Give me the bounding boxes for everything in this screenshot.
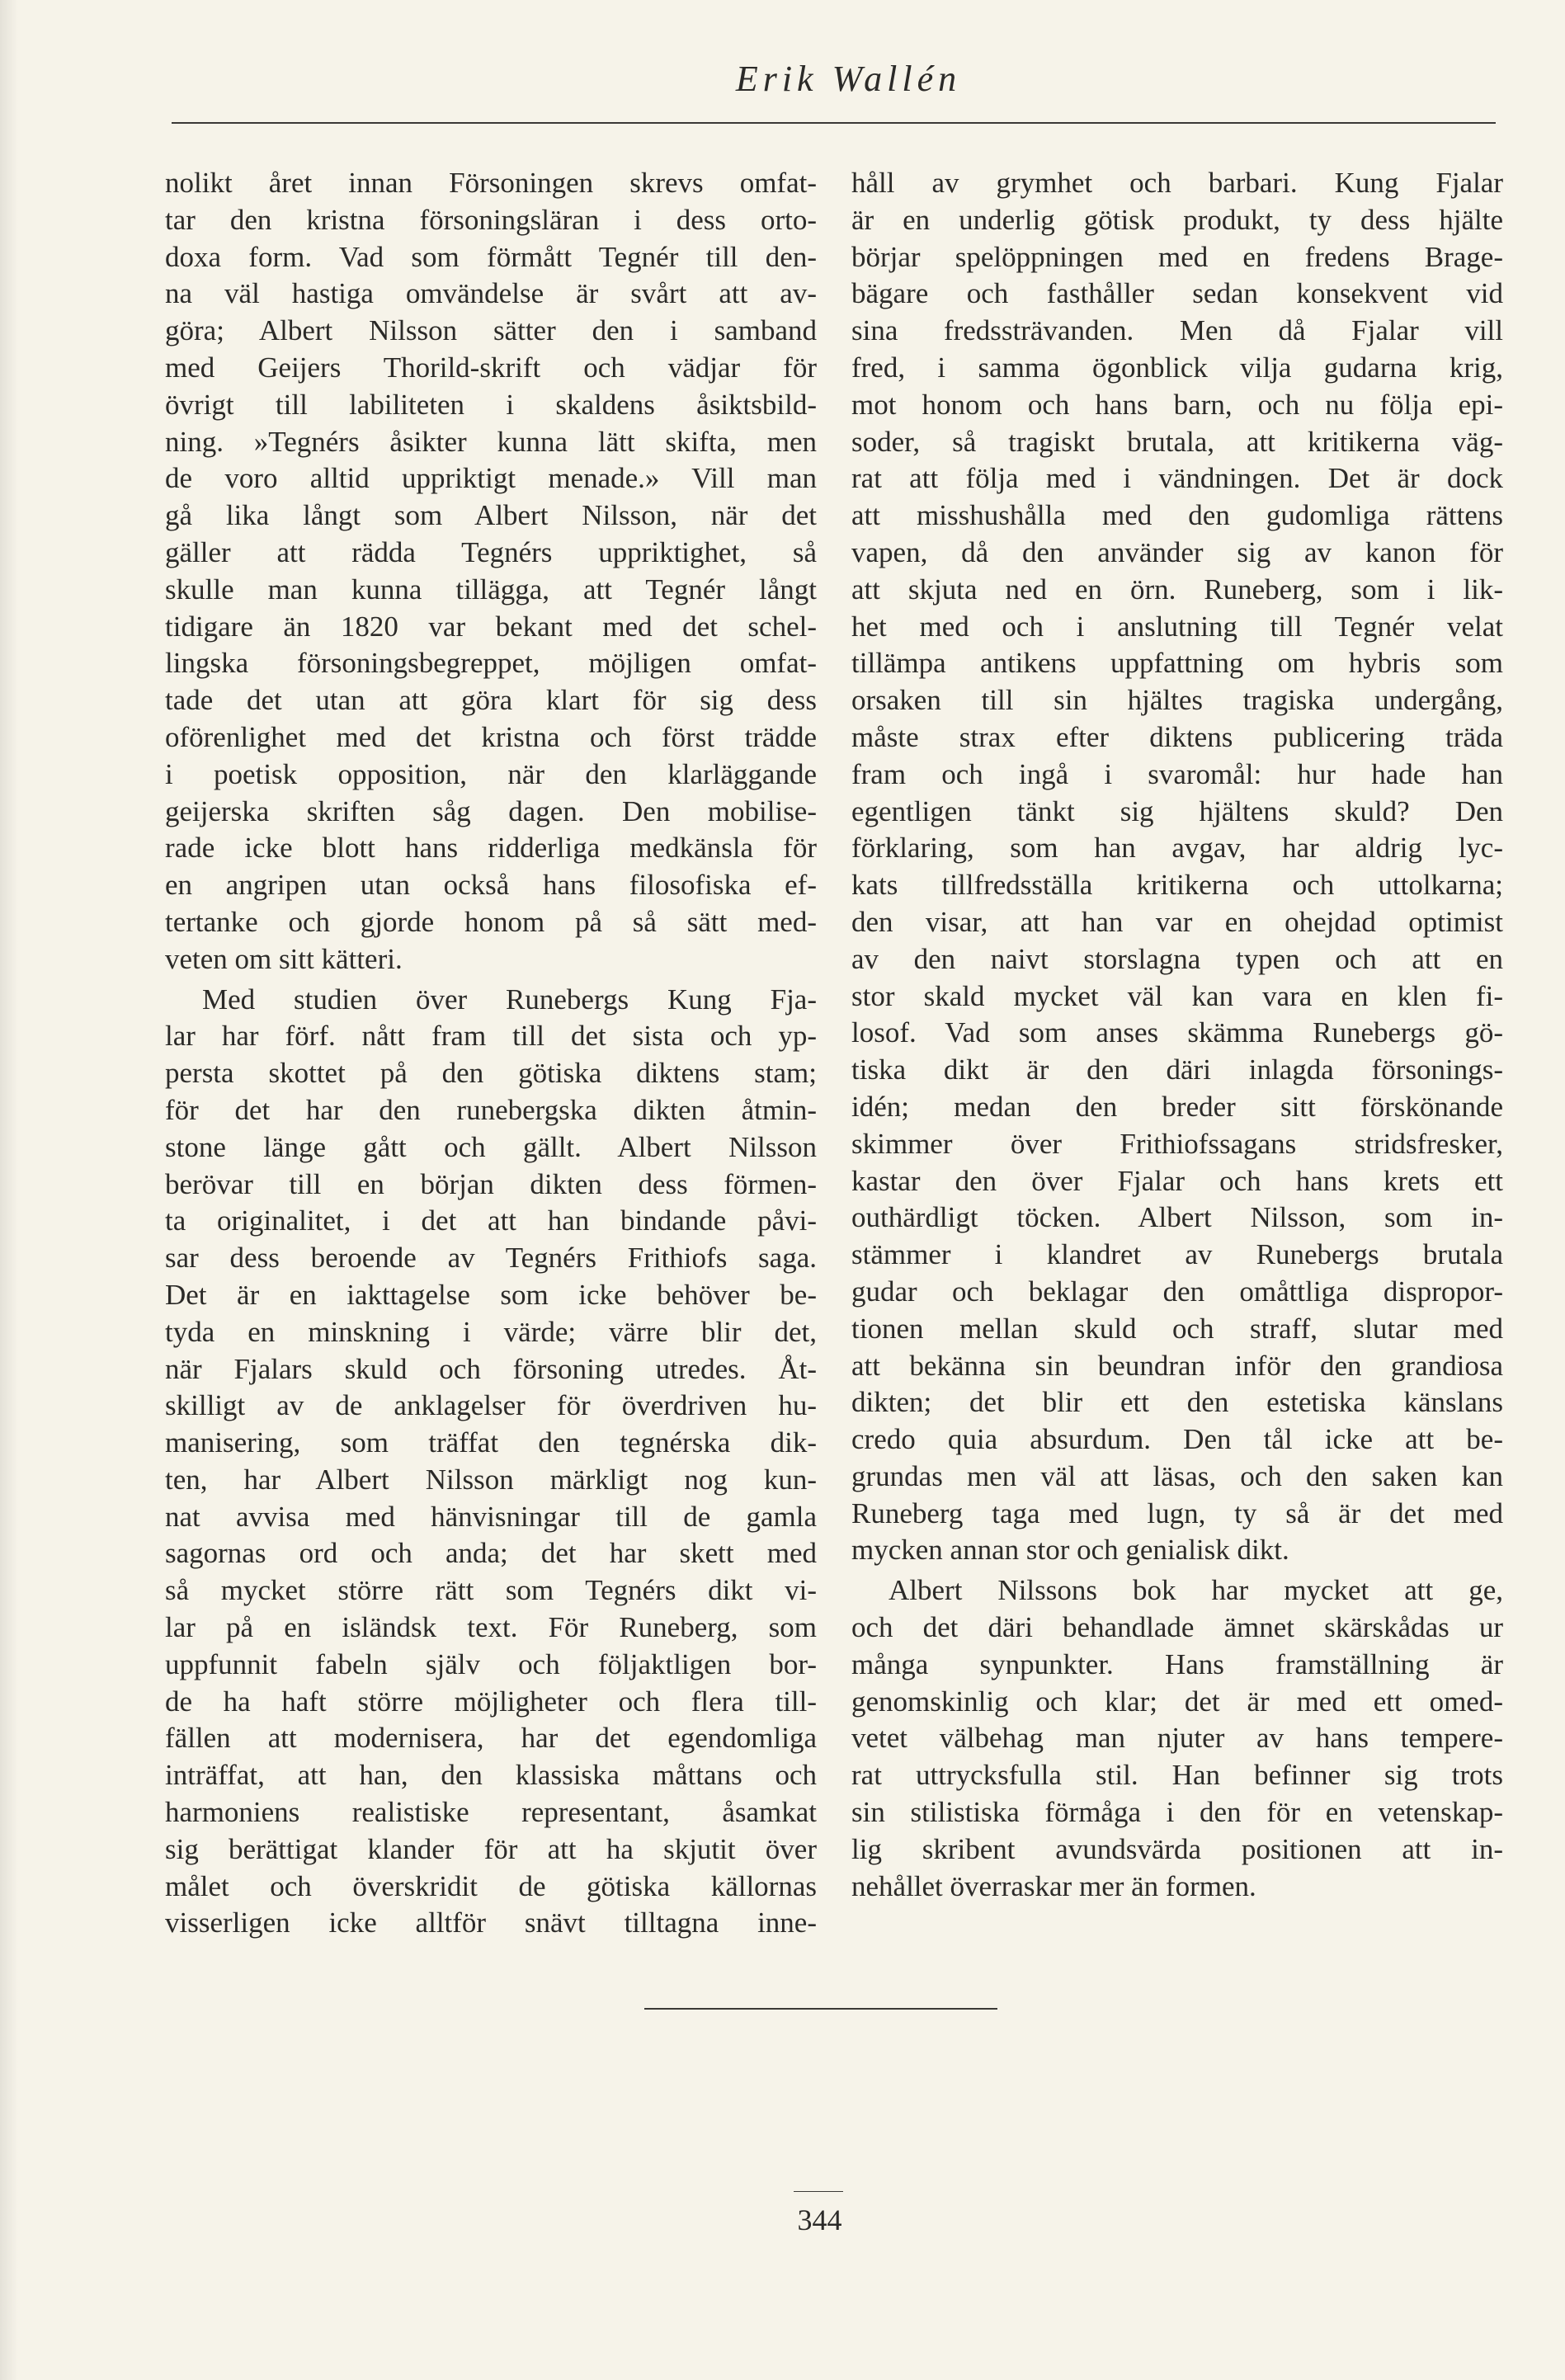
text-line: lar har förf. nått fram till det sista och yp-	[165, 1020, 817, 1053]
text-line: måste strax efter diktens publicering träda	[851, 720, 1503, 753]
text-line: outhärdligt töcken. Albert Nilsson, som in-	[851, 1201, 1503, 1234]
running-header: Erik Wallén	[735, 59, 962, 99]
text-line: veten om sitt kätteri.	[165, 942, 403, 975]
text-column-left	[165, 165, 817, 1945]
text-line: Det är en iakttagelse som icke behöver be-	[165, 1278, 817, 1311]
text-line: berövar till en början dikten dess förmen-	[165, 1167, 817, 1200]
text-line: stämmer i klandret av Runebergs brutala	[851, 1238, 1503, 1271]
text-line: tiska dikt är den däri inlagda försonings-	[851, 1053, 1503, 1086]
text-line: uppfunnit fabeln själv och följaktligen bor-	[165, 1647, 817, 1680]
text-line: när Fjalars skuld och försoning utredes. Åt-	[165, 1352, 817, 1385]
header-rule	[172, 122, 1496, 124]
text-line: persta skottet på den götiska diktens stam;	[165, 1057, 817, 1090]
text-line: ten, har Albert Nilsson märkligt nog kun-	[165, 1463, 817, 1496]
text-line: de ha haft större möjligheter och flera till-	[165, 1685, 817, 1718]
paragraph	[165, 982, 817, 1943]
text-line: sar dess beroende av Tegnérs Frithiofs saga.	[165, 1242, 817, 1275]
text-line: sina fredssträvanden. Men då Fjalar vill	[851, 314, 1503, 347]
text-line: håll av grymhet och barbari. Kung Fjalar	[851, 167, 1503, 199]
text-line: visserligen icke alltför snävt tilltagna inne-	[165, 1906, 817, 1939]
text-line: grundas men väl att läsas, och den saken kan	[851, 1459, 1503, 1492]
text-line: egentligen tänkt sig hjältens skuld? Den	[851, 794, 1503, 827]
text-line: lar på en isländsk text. För Runeberg, som	[165, 1611, 817, 1644]
text-line: i poetisk opposition, när den klarläggande	[165, 757, 817, 790]
text-line: Albert Nilssons bok har mycket att ge,	[889, 1574, 1503, 1607]
text-line: sin stilistiska förmåga i den för en vetenskap-	[851, 1796, 1503, 1829]
text-line: skilligt av de anklagelser för överdriven hu-	[165, 1389, 817, 1422]
text-line: soder, så tragiskt brutala, att kritikerna väg-	[851, 425, 1503, 458]
text-line: många synpunkter. Hans framställning är	[851, 1647, 1503, 1680]
text-line: övrigt till labiliteten i skaldens åsiktsbild-	[165, 388, 817, 421]
text-line: lig skribent avundsvärda positionen att in-	[851, 1832, 1503, 1865]
text-line: gå lika långt som Albert Nilsson, när det	[165, 499, 817, 532]
text-line: doxa form. Vad som förmått Tegnér till den-	[165, 240, 817, 273]
text-line: stone länge gått och gällt. Albert Nilsson	[165, 1130, 817, 1163]
text-line: ta originalitet, i det att han bindande påvi-	[165, 1204, 817, 1237]
text-line: nolikt året innan Försoningen skrevs omfat-	[165, 167, 817, 199]
text-line: och det däri behandlade ämnet skärskådas ur	[851, 1611, 1503, 1644]
text-line: kastar den över Fjalar och hans krets ett	[851, 1164, 1503, 1197]
text-line: rade icke blott hans ridderliga medkänsla för	[165, 832, 817, 865]
text-line: den visar, att han var en ohejdad optimist	[851, 905, 1503, 938]
text-line: na väl hastiga omvändelse är svårt att av-	[165, 277, 817, 310]
text-line: rat uttrycksfulla stil. Han befinner sig trots	[851, 1759, 1503, 1792]
text-line: vetet välbehag man njuter av hans tempere-	[851, 1722, 1503, 1755]
text-line: orsaken till sin hjältes tragiska undergång,	[851, 684, 1503, 717]
paragraph	[851, 1572, 1503, 1905]
text-line: för det har den runebergska dikten åtmin-	[165, 1093, 817, 1126]
text-line: tar den kristna försoningsläran i dess orto-	[165, 203, 817, 236]
text-line: oförenlighet med det kristna och först trädde	[165, 720, 817, 753]
text-line: dikten; det blir ett den estetiska känslans	[851, 1386, 1503, 1419]
text-line: sagornas ord och anda; det har skett med	[165, 1537, 817, 1570]
text-line: göra; Albert Nilsson sätter den i samband	[165, 314, 817, 347]
text-line: målet och överskridit de götiska källornas	[165, 1869, 817, 1902]
text-line: av den naivt storslagna typen och att en	[851, 942, 1503, 975]
text-line: förklaring, som han avgav, har aldrig lyc-	[851, 832, 1503, 865]
text-line: en angripen utan också hans filosofiska ef-	[165, 869, 817, 902]
text-line: tertanke och gjorde honom på så sätt med-	[165, 905, 817, 938]
text-line: vapen, då den använder sig av kanon för	[851, 535, 1503, 568]
article-end-rule	[644, 2008, 997, 2010]
text-line: geijerska skriften såg dagen. Den mobilise-	[165, 794, 817, 827]
text-line: genomskinlig och klar; det är med ett omed-	[851, 1685, 1503, 1718]
text-line: skulle man kunna tillägga, att Tegnér långt	[165, 573, 817, 606]
text-column-right	[851, 165, 1503, 1908]
text-line: fred, i samma ögonblick vilja gudarna krig,	[851, 351, 1503, 384]
text-line: lingska försoningsbegreppet, möjligen omfat-	[165, 647, 817, 680]
text-line: tyda en minskning i värde; värre blir det,	[165, 1315, 817, 1348]
text-line: rat att följa med i vändningen. Det är dock	[851, 462, 1503, 495]
text-line: så mycket större rätt som Tegnérs dikt vi-	[165, 1574, 817, 1607]
text-line: sig berättigat klander för att ha skjutit över	[165, 1832, 817, 1865]
page-edge-shadow	[0, 0, 18, 2380]
text-line: är en underlig götisk produkt, ty dess hjälte	[851, 203, 1503, 236]
text-line: manisering, som träffat den tegnérska dik-	[165, 1426, 817, 1459]
text-line: tade det utan att göra klart för sig dess	[165, 684, 817, 717]
text-line: tillämpa antikens uppfattning om hybris som	[851, 647, 1503, 680]
text-line: bägare och fasthåller sedan konsekvent vid	[851, 277, 1503, 310]
text-line: credo quia absurdum. Den tål icke att be-	[851, 1423, 1503, 1456]
paragraph	[851, 165, 1503, 1569]
text-line: gäller att rädda Tegnérs uppriktighet, så	[165, 535, 817, 568]
text-line: fällen att modernisera, har det egendomliga	[165, 1722, 817, 1755]
page-number: 344	[797, 2203, 842, 2236]
text-line: ning. »Tegnérs åsikter kunna lätt skifta, men	[165, 425, 817, 458]
text-line: harmoniens realistiske representant, åsamkat	[165, 1796, 817, 1829]
text-line: skimmer över Frithiofssagans stridsfresker,	[851, 1127, 1503, 1160]
text-line: losof. Vad som anses skämma Runebergs gö-	[851, 1016, 1503, 1049]
text-line: nat avvisa med hänvisningar till de gamla	[165, 1500, 817, 1533]
text-line: idén; medan den breder sitt förskönande	[851, 1090, 1503, 1123]
text-line: gudar och beklagar den omåttliga dispropor-	[851, 1275, 1503, 1308]
text-line: het med och i anslutning till Tegnér velat	[851, 610, 1503, 643]
text-line: med Geijers Thorild-skrift och vädjar för	[165, 351, 817, 384]
text-line: att bekänna sin beundran inför den grandiosa	[851, 1349, 1503, 1382]
text-line: inträffat, att han, den klassiska måttans och	[165, 1759, 817, 1792]
text-line: Med studien över Runebergs Kung Fja-	[202, 983, 817, 1016]
text-line: att skjuta ned en örn. Runeberg, som i lik-	[851, 573, 1503, 606]
text-line: att misshushålla med den gudomliga rättens	[851, 499, 1503, 532]
text-line: fram och ingå i svaromål: hur hade han	[851, 757, 1503, 790]
text-line: stor skald mycket väl kan vara en klen fi-	[851, 979, 1503, 1012]
text-line: mycken annan stor och genialisk dikt.	[851, 1534, 1289, 1567]
text-line: nehållet överraskar mer än formen.	[851, 1869, 1256, 1902]
text-line: börjar spelöppningen med en fredens Brage-	[851, 240, 1503, 273]
text-line: kats tillfredsställa kritikerna och uttolkarna;	[851, 869, 1503, 902]
paragraph	[165, 165, 817, 978]
text-line: Runeberg taga med lugn, ty så är det med	[851, 1496, 1503, 1529]
page-number-rule	[794, 2191, 843, 2192]
text-line: mot honom och hans barn, och nu följa epi-	[851, 388, 1503, 421]
text-line: tidigare än 1820 var bekant med det schel-	[165, 610, 817, 643]
text-line: de voro alltid uppriktigt menade.» Vill man	[165, 462, 817, 495]
text-line: tionen mellan skuld och straff, slutar med	[851, 1312, 1503, 1345]
